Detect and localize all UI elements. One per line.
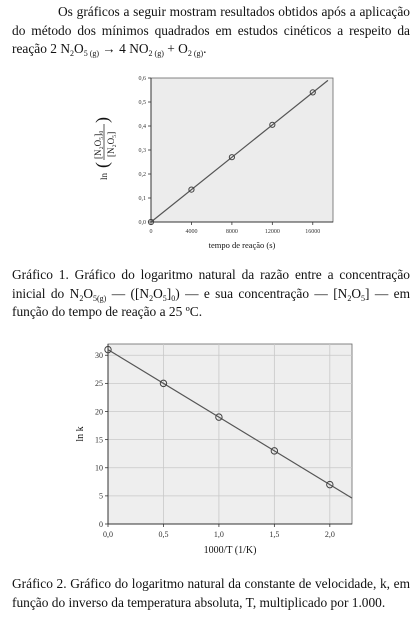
y-axis-label-bracket-right: ): [92, 117, 112, 123]
y-tick-label: 0: [99, 519, 103, 529]
y-tick-label: 10: [95, 463, 103, 473]
x-axis-label: tempo de reação (s): [208, 240, 276, 250]
y-tick-label: 30: [95, 351, 103, 361]
y-tick-label: 0,5: [138, 100, 146, 107]
y-axis-label-ln: ln: [99, 172, 109, 180]
y-tick-label: 25: [95, 379, 103, 389]
x-tick-label: 16000: [305, 229, 321, 235]
intro-paragraph: Os gráficos a seguir mostram resultados obtidos após a aplicação do método dos mínimos quadrados em estudos cinéticos a respeito da reação 2 $N_2O_{5 (g)} \to 4$ $NO_{2 (g)} + O_{2 (g)}$.: [12, 4, 410, 58]
plot-area: [108, 344, 352, 524]
y-axis-label-bracket-left: (: [92, 162, 112, 168]
y-axis-label: ln k: [75, 426, 86, 442]
x-tick-label: 1,0: [213, 530, 224, 539]
chart-1: [85, 70, 335, 255]
x-tick-label: 0: [149, 229, 153, 235]
y-tick-label: 0,3: [138, 148, 146, 155]
y-tick-label: 0,2: [138, 172, 146, 179]
y-axis-label-numerator: [N₂O₅]₀: [93, 130, 103, 159]
y-axis-label-denominator: [N₂O₅]: [106, 131, 116, 157]
y-axis-label: [92, 117, 116, 180]
x-tick-label: 12000: [264, 229, 280, 235]
caption-2: Gráfico 2. Gráfico do logaritmo natural da constante de velocidade, k, em função do inverso da temperatura absoluta, T, multiplicado por 1.000.: [12, 576, 410, 610]
x-tick-label: 0,0: [103, 530, 113, 539]
x-axis-label: 1000/T (1/K): [203, 545, 257, 556]
x-tick-label: 1,5: [269, 530, 280, 539]
x-tick-label: 0,5: [158, 530, 169, 539]
y-tick-label: 15: [95, 435, 103, 445]
chart-2: [70, 338, 360, 568]
y-tick-label: 0,1: [138, 196, 146, 203]
caption-1: Gráfico 1. Gráfico do logaritmo natural da razão entre a concentração inicial do $N_2O_{5(g)}$ — $([N_2O_5]_0)$ — e sua concentração — $[N_2O_5]$ — em função do tempo de reação a 25 ºC.: [12, 267, 411, 319]
x-tick-label: 4000: [185, 229, 198, 235]
y-tick-label: 0,6: [138, 76, 146, 83]
y-tick-label: 0,0: [138, 220, 146, 227]
y-tick-label: 5: [99, 491, 103, 501]
y-tick-label: 0,4: [138, 124, 146, 131]
reaction-equation: 2 $N_2O_{5 (g)} \to 4$ $NO_{2 (g)} + O_{2 (g)}$.: [50, 41, 207, 58]
x-tick-label: 8000: [225, 229, 238, 235]
x-tick-label: 2,0: [324, 530, 335, 539]
y-tick-label: 20: [95, 407, 103, 417]
